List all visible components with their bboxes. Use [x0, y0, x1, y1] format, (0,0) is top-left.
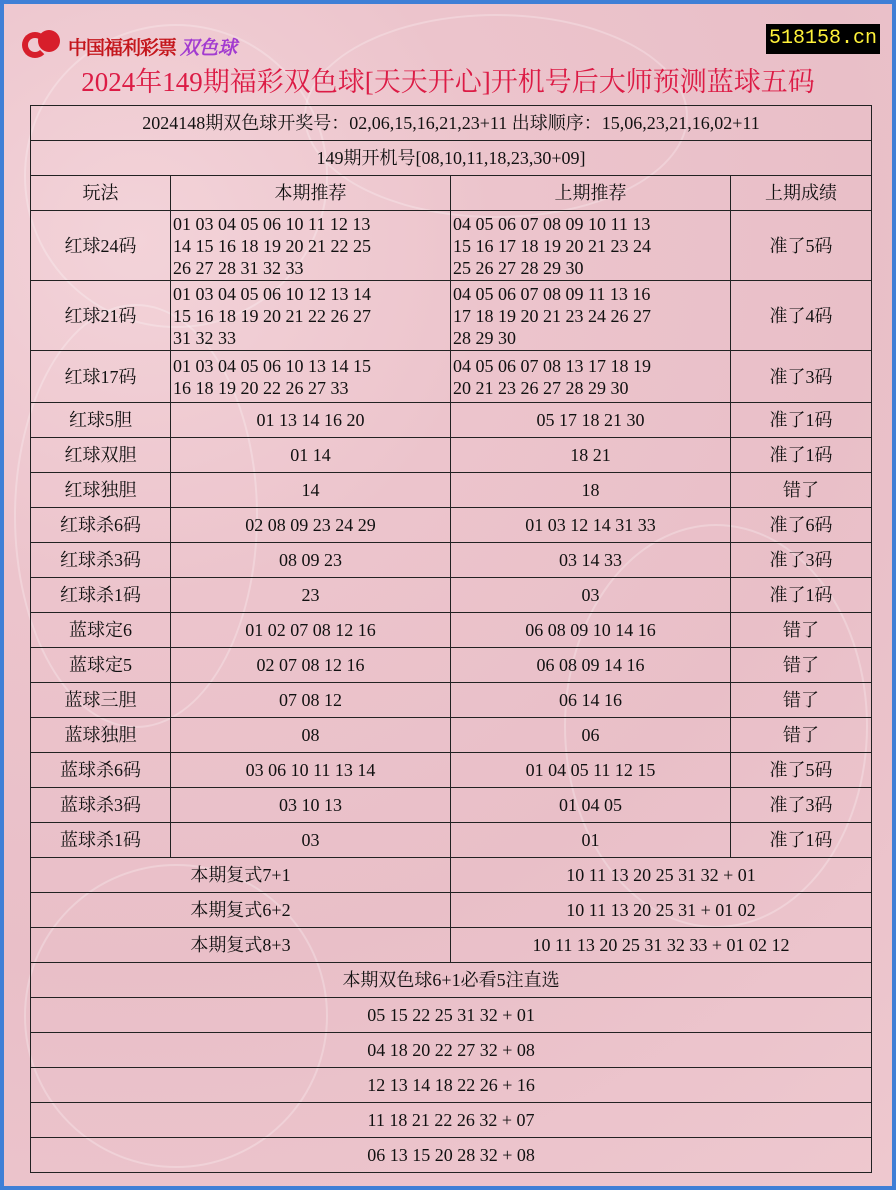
play-type: 蓝球定5: [31, 648, 171, 683]
prediction-table: [30, 105, 872, 1173]
play-type: 蓝球杀3码: [31, 788, 171, 823]
previous-result: 错了: [731, 473, 872, 508]
previous-result: 错了: [731, 718, 872, 753]
play-type: 红球独胆: [31, 473, 171, 508]
pick-numbers: 04 18 20 22 27 32 + 08: [31, 1033, 872, 1068]
table-row: [31, 403, 872, 438]
table-header-row: [31, 176, 872, 211]
table-row: [31, 683, 872, 718]
previous-recommendation: 06: [451, 718, 731, 753]
play-type: 蓝球定6: [31, 613, 171, 648]
current-recommendation: 02 08 09 23 24 29: [171, 508, 451, 543]
column-header: 玩法: [31, 176, 171, 211]
current-recommendation: [171, 351, 451, 403]
lottery-logo: [22, 28, 237, 64]
number-line: 20 21 23 26 27 28 29 30: [453, 377, 629, 398]
play-type: 蓝球杀6码: [31, 753, 171, 788]
current-recommendation: 01 14: [171, 438, 451, 473]
table-row: [31, 788, 872, 823]
number-line: 16 18 19 20 22 26 27 33: [173, 377, 349, 398]
picks-title-row: [31, 963, 872, 998]
previous-result: 准了1码: [731, 578, 872, 613]
table-row: [31, 473, 872, 508]
current-recommendation: 08: [171, 718, 451, 753]
number-line: 04 05 06 07 08 09 10 11 13: [453, 213, 651, 234]
compound-row: [31, 858, 872, 893]
pick-numbers: 05 15 22 25 31 32 + 01: [31, 998, 872, 1033]
number-line: 28 29 30: [453, 327, 516, 348]
current-recommendation: 14: [171, 473, 451, 508]
machine-numbers: 149期开机号[08,10,11,18,23,30+09]: [31, 141, 872, 176]
compound-label: 本期复式8+3: [31, 928, 451, 963]
previous-result: 错了: [731, 648, 872, 683]
play-type: 红球21码: [31, 281, 171, 351]
number-line: 01 03 04 05 06 10 12 13 14: [173, 283, 371, 304]
play-type: 红球杀1码: [31, 578, 171, 613]
compound-value: 10 11 13 20 25 31 32 + 01: [451, 858, 872, 893]
table-row: [31, 823, 872, 858]
previous-result: 准了3码: [731, 543, 872, 578]
current-recommendation: 08 09 23: [171, 543, 451, 578]
previous-result: 准了4码: [731, 281, 872, 351]
previous-result: 准了3码: [731, 788, 872, 823]
table-row: [31, 613, 872, 648]
play-type: 红球杀3码: [31, 543, 171, 578]
previous-recommendation: 06 08 09 10 14 16: [451, 613, 731, 648]
previous-recommendation: 01 04 05: [451, 788, 731, 823]
column-header: 本期推荐: [171, 176, 451, 211]
previous-recommendation: [451, 281, 731, 351]
previous-recommendation: 06 14 16: [451, 683, 731, 718]
previous-recommendation: 03 14 33: [451, 543, 731, 578]
previous-result: 准了5码: [731, 753, 872, 788]
machine-numbers-row: [31, 141, 872, 176]
number-line: 17 18 19 20 21 23 24 26 27: [453, 305, 651, 326]
last-draw-info: 2024148期双色球开奖号：02,06,15,16,21,23+11 出球顺序：15,06,23,21,16,02+11: [31, 106, 872, 141]
compound-label: 本期复式6+2: [31, 893, 451, 928]
table-row: [31, 543, 872, 578]
previous-recommendation: 06 08 09 14 16: [451, 648, 731, 683]
previous-result: 准了5码: [731, 211, 872, 281]
play-type: 红球5胆: [31, 403, 171, 438]
current-recommendation: [171, 281, 451, 351]
welfare-lottery-logo-icon: [22, 28, 64, 64]
previous-result: 准了6码: [731, 508, 872, 543]
play-type: 红球双胆: [31, 438, 171, 473]
play-type: 红球17码: [31, 351, 171, 403]
previous-recommendation: 01 04 05 11 12 15: [451, 753, 731, 788]
number-line: 14 15 16 18 19 20 21 22 25: [173, 235, 371, 256]
table-row: [31, 438, 872, 473]
table-row: [31, 648, 872, 683]
number-line: 01 03 04 05 06 10 11 12 13: [173, 213, 371, 234]
table-row: [31, 718, 872, 753]
play-type: 蓝球杀1码: [31, 823, 171, 858]
current-recommendation: 03 10 13: [171, 788, 451, 823]
pick-row: [31, 1103, 872, 1138]
number-line: 01 03 04 05 06 10 13 14 15: [173, 355, 371, 376]
table-row: [31, 351, 872, 403]
current-recommendation: 02 07 08 12 16: [171, 648, 451, 683]
pick-row: [31, 1033, 872, 1068]
pick-row: [31, 1138, 872, 1173]
last-draw-row: [31, 106, 872, 141]
compound-row: [31, 893, 872, 928]
current-recommendation: [171, 211, 451, 281]
current-recommendation: 01 13 14 16 20: [171, 403, 451, 438]
number-line: 26 27 28 31 32 33: [173, 257, 304, 278]
previous-recommendation: 18 21: [451, 438, 731, 473]
compound-row: [31, 928, 872, 963]
table-row: [31, 578, 872, 613]
page-title: 2024年149期福彩双色球[天天开心]开机号后大师预测蓝球五码: [81, 67, 815, 97]
column-header: 上期推荐: [451, 176, 731, 211]
number-line: 15 16 17 18 19 20 21 23 24: [453, 235, 651, 256]
current-recommendation: 03 06 10 11 13 14: [171, 753, 451, 788]
pick-row: [31, 998, 872, 1033]
current-recommendation: 07 08 12: [171, 683, 451, 718]
previous-result: 准了1码: [731, 823, 872, 858]
current-recommendation: 23: [171, 578, 451, 613]
table-row: [31, 281, 872, 351]
table-row: [31, 753, 872, 788]
number-line: 31 32 33: [173, 327, 236, 348]
number-line: 04 05 06 07 08 13 17 18 19: [453, 355, 651, 376]
previous-recommendation: 18: [451, 473, 731, 508]
play-type: 红球24码: [31, 211, 171, 281]
compound-value: 10 11 13 20 25 31 32 33 + 01 02 12: [451, 928, 872, 963]
previous-recommendation: 01: [451, 823, 731, 858]
pick-numbers: 12 13 14 18 22 26 + 16: [31, 1068, 872, 1103]
number-line: 04 05 06 07 08 09 11 13 16: [453, 283, 651, 304]
site-badge[interactable]: 518158.cn: [766, 24, 880, 54]
previous-recommendation: [451, 211, 731, 281]
number-line: 15 16 18 19 20 21 22 26 27: [173, 305, 371, 326]
previous-recommendation: 03: [451, 578, 731, 613]
logo-text: 中国福利彩票: [68, 36, 177, 59]
play-type: 红球杀6码: [31, 508, 171, 543]
number-line: 25 26 27 28 29 30: [453, 257, 584, 278]
current-recommendation: 03: [171, 823, 451, 858]
play-type: 蓝球独胆: [31, 718, 171, 753]
previous-result: 错了: [731, 683, 872, 718]
previous-recommendation: 01 03 12 14 31 33: [451, 508, 731, 543]
previous-recommendation: 05 17 18 21 30: [451, 403, 731, 438]
previous-result: 准了1码: [731, 438, 872, 473]
previous-result: 准了1码: [731, 403, 872, 438]
pick-row: [31, 1068, 872, 1103]
picks-title: 本期双色球6+1必看5注直选: [31, 963, 872, 998]
current-recommendation: 01 02 07 08 12 16: [171, 613, 451, 648]
logo-subtext: 双色球: [180, 36, 238, 59]
compound-label: 本期复式7+1: [31, 858, 451, 893]
play-type: 蓝球三胆: [31, 683, 171, 718]
pick-numbers: 06 13 15 20 28 32 + 08: [31, 1138, 872, 1173]
previous-recommendation: [451, 351, 731, 403]
table-row: [31, 508, 872, 543]
compound-value: 10 11 13 20 25 31 + 01 02: [451, 893, 872, 928]
previous-result: 错了: [731, 613, 872, 648]
table-row: [31, 211, 872, 281]
pick-numbers: 11 18 21 22 26 32 + 07: [31, 1103, 872, 1138]
previous-result: 准了3码: [731, 351, 872, 403]
column-header: 上期成绩: [731, 176, 872, 211]
